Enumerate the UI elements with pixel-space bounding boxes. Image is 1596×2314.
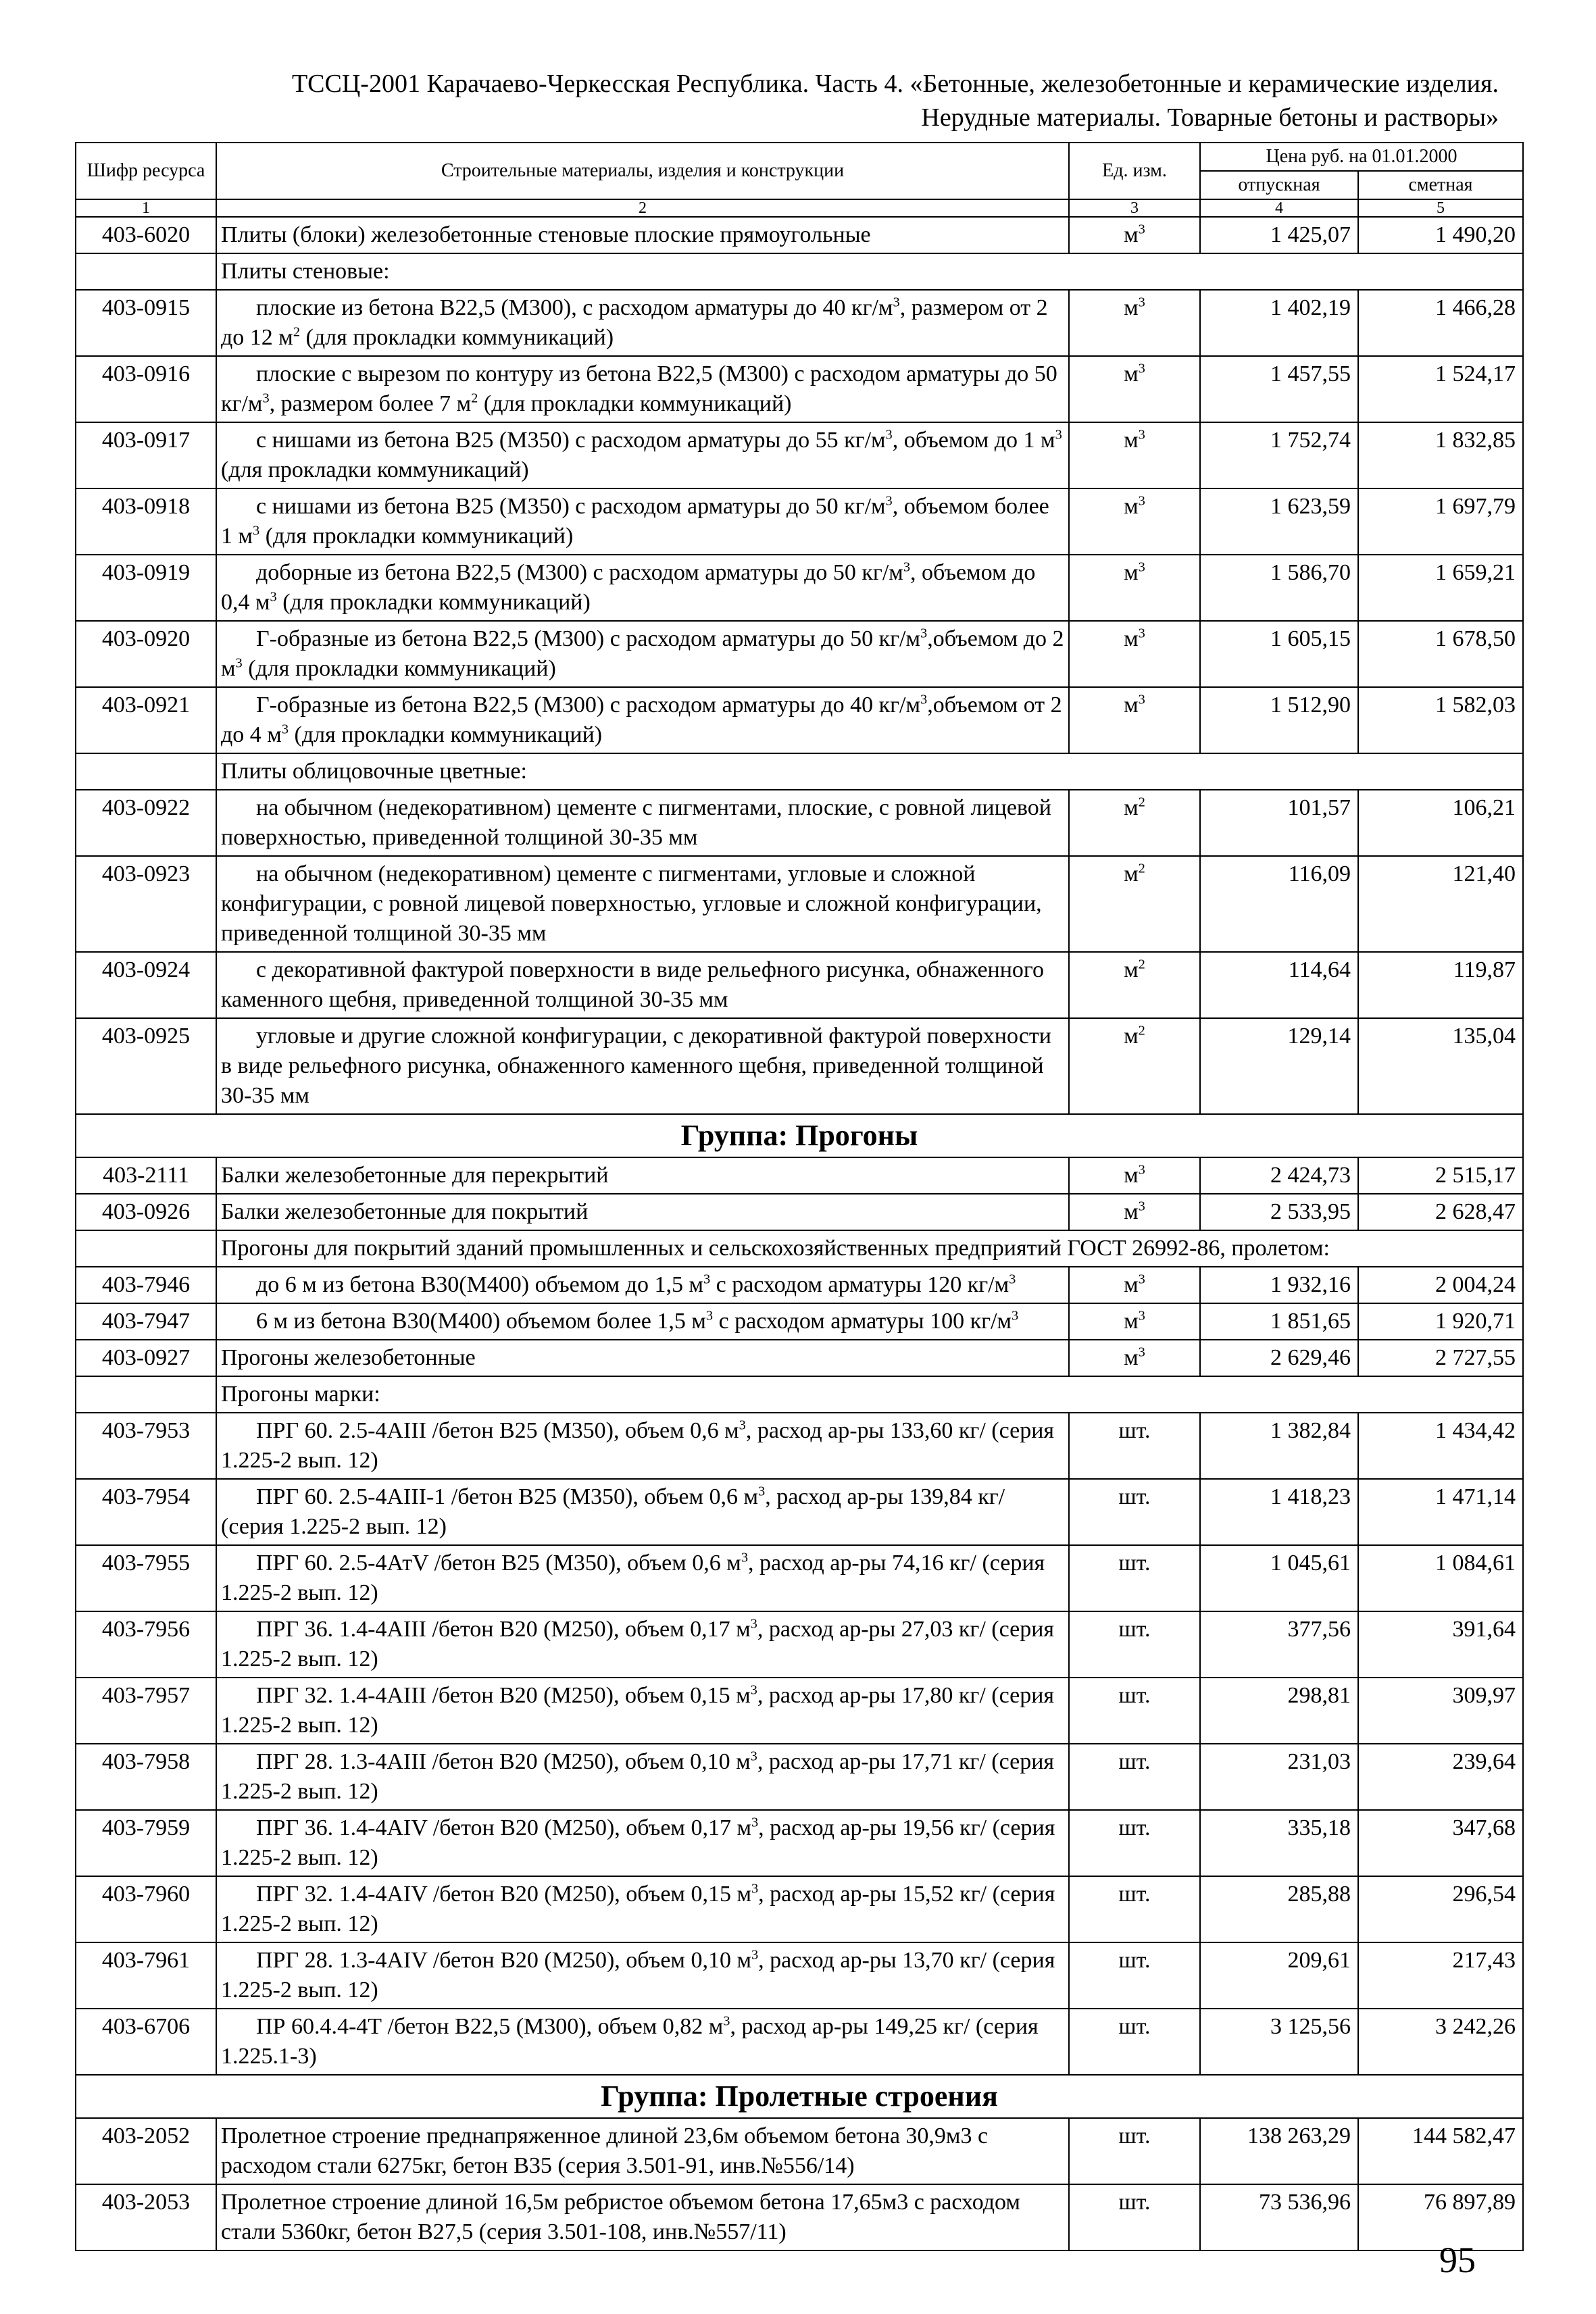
estimate-price: 2 727,55	[1358, 1340, 1523, 1376]
material-description: ПРГ 60. 2.5-4АIII-1 /бетон В25 (М350), объем 0,6 $м^3$, расход ар-ры 139,84 кг/ (серия 1.225-2 вып. 12)	[216, 1479, 1069, 1545]
release-price: 231,03	[1200, 1744, 1358, 1810]
estimate-price: 347,68	[1358, 1810, 1523, 1876]
estimate-price: 1 832,85	[1358, 422, 1523, 488]
material-description: ПРГ 32. 1.4-4АIII /бетон В20 (М250), объем 0,15 $м^3$, расход ар-ры 17,80 кг/ (серия 1.225-2 вып. 12)	[216, 1678, 1069, 1744]
release-price: 1 623,59	[1200, 488, 1358, 555]
estimate-price: 135,04	[1358, 1018, 1523, 1114]
release-price: 209,61	[1200, 1942, 1358, 2009]
table-row	[76, 1157, 1523, 1194]
material-description: ПРГ 28. 1.3-4АIV /бетон В20 (М250), объем 0,10 $м^3$, расход ар-ры 13,70 кг/ (серия 1.225-2 вып. 12)	[216, 1942, 1069, 2009]
material-description: Балки железобетонные для перекрытий	[216, 1157, 1069, 1194]
release-price: 377,56	[1200, 1611, 1358, 1678]
column-number-row	[76, 199, 1523, 217]
release-price: 1 932,16	[1200, 1267, 1358, 1303]
material-description: Пролетное строение длиной 16,5м ребристое объемом бетона 17,65м3 с расходом стали 5360кг, бетон В27,5 (серия 3.501-108, инв.№557/11)	[216, 2184, 1069, 2250]
estimate-price: 1 920,71	[1358, 1303, 1523, 1340]
unit-of-measure: $м^3$	[1069, 217, 1200, 253]
table-row	[76, 1303, 1523, 1340]
subheading: Прогоны для покрытий зданий промышленных и сельскохозяйственных предприятий ГОСТ 26992-86, пролетом:	[216, 1230, 1523, 1267]
empty-code-cell	[76, 1376, 216, 1413]
table-row	[76, 1267, 1523, 1303]
resource-code: 403-0923	[76, 856, 216, 952]
estimate-price: 76 897,89	[1358, 2184, 1523, 2250]
release-price: 1 418,23	[1200, 1479, 1358, 1545]
material-description: с декоративной фактурой поверхности в виде рельефного рисунка, обнаженного каменного щебня, приведенной толщиной 30-35 мм	[216, 952, 1069, 1018]
release-price: 1 752,74	[1200, 422, 1358, 488]
unit-of-measure: $м^2$	[1069, 856, 1200, 952]
estimate-price: 1 678,50	[1358, 621, 1523, 687]
estimate-price: 1 490,20	[1358, 217, 1523, 253]
release-price: 114,64	[1200, 952, 1358, 1018]
table-row	[76, 217, 1523, 253]
material-description: Прогоны железобетонные	[216, 1340, 1069, 1376]
column-number-5: 5	[1358, 199, 1523, 217]
header-unit: Ед. изм.	[1069, 143, 1200, 199]
group-heading-row	[76, 1114, 1523, 1157]
material-description: угловые и другие сложной конфигурации, с декоративной фактурой поверхности в виде рельефного рисунка, обнаженного каменного щебня, приведенной толщиной 30-35 мм	[216, 1018, 1069, 1114]
material-description: Г-образные из бетона В22,5 (М300) с расходом арматуры до 40 $кг/м^3,объемом$ от 2 до 4 $м^3$ (для прокладки коммуникаций)	[216, 687, 1069, 753]
resource-code: 403-7958	[76, 1744, 216, 1810]
resource-code: 403-0921	[76, 687, 216, 753]
column-number-1: 1	[76, 199, 216, 217]
unit-of-measure: $м^2$	[1069, 952, 1200, 1018]
unit-of-measure: шт.	[1069, 1810, 1200, 1876]
material-description: плоские с вырезом по контуру из бетона В22,5 (М300) с расходом арматуры до 50 $кг/м^3$, размером более 7 $м^2$ (для прокладки коммуникаций)	[216, 356, 1069, 422]
table-row	[76, 1678, 1523, 1744]
document-title-line-2: Нерудные материалы. Товарные бетоны и растворы»	[921, 103, 1499, 132]
estimate-price: 106,21	[1358, 790, 1523, 856]
release-price: 138 263,29	[1200, 2118, 1358, 2184]
table-row	[76, 1744, 1523, 1810]
header-release-price: отпускная	[1200, 171, 1358, 199]
subheading-row	[76, 1376, 1523, 1413]
resource-code: 403-2111	[76, 1157, 216, 1194]
material-description: Плиты (блоки) железобетонные стеновые плоские прямоугольные	[216, 217, 1069, 253]
table-row	[76, 1545, 1523, 1611]
material-description: ПРГ 60. 2.5-4АтV /бетон В25 (М350), объем 0,6 $м^3$, расход ар-ры 74,16 кг/ (серия 1.225-2 вып. 12)	[216, 1545, 1069, 1611]
resource-code: 403-0925	[76, 1018, 216, 1114]
table-row	[76, 2118, 1523, 2184]
material-description: доборные из бетона В22,5 (М300) с расходом арматуры до 50 $кг/м^3$, объемом до 0,4 $м^3$ (для прокладки коммуникаций)	[216, 555, 1069, 621]
release-price: 1 586,70	[1200, 555, 1358, 621]
unit-of-measure: $м^2$	[1069, 790, 1200, 856]
release-price: 101,57	[1200, 790, 1358, 856]
empty-code-cell	[76, 253, 216, 290]
resource-code: 403-7961	[76, 1942, 216, 2009]
unit-of-measure: $м^3$	[1069, 422, 1200, 488]
table-row	[76, 1413, 1523, 1479]
estimate-price: 1 524,17	[1358, 356, 1523, 422]
release-price: 1 402,19	[1200, 290, 1358, 356]
estimate-price: 296,54	[1358, 1876, 1523, 1942]
material-description: Балки железобетонные для покрытий	[216, 1194, 1069, 1230]
estimate-price: 1 697,79	[1358, 488, 1523, 555]
material-description: ПРГ 36. 1.4-4АIII /бетон В20 (М250), объем 0,17 $м^3$, расход ар-ры 27,03 кг/ (серия 1.225-2 вып. 12)	[216, 1611, 1069, 1678]
group-heading-row	[76, 2075, 1523, 2118]
resource-code: 403-0917	[76, 422, 216, 488]
release-price: 129,14	[1200, 1018, 1358, 1114]
estimate-price: 2 004,24	[1358, 1267, 1523, 1303]
unit-of-measure: шт.	[1069, 2009, 1200, 2075]
table-row	[76, 2184, 1523, 2250]
unit-of-measure: $м^3$	[1069, 1303, 1200, 1340]
table-row	[76, 952, 1523, 1018]
resource-code: 403-0926	[76, 1194, 216, 1230]
material-description: на обычном (недекоративном) цементе с пигментами, угловые и сложной конфигурации, с ровной лицевой поверхностью, угловые и сложной конфигурации, приведенной толщиной 30-35 мм	[216, 856, 1069, 952]
unit-of-measure: шт.	[1069, 1876, 1200, 1942]
estimate-price: 1 582,03	[1358, 687, 1523, 753]
unit-of-measure: шт.	[1069, 1744, 1200, 1810]
estimate-price: 217,43	[1358, 1942, 1523, 2009]
resource-code: 403-0915	[76, 290, 216, 356]
release-price: 285,88	[1200, 1876, 1358, 1942]
price-table-container	[75, 142, 1522, 2251]
subheading-row	[76, 253, 1523, 290]
estimate-price: 144 582,47	[1358, 2118, 1523, 2184]
material-description: до 6 м из бетона В30(М400) объемом до 1,5 $м^3$ с расходом арматуры 120 $кг/м^3$	[216, 1267, 1069, 1303]
material-description: ПРГ 36. 1.4-4АIV /бетон В20 (М250), объем 0,17 $м^3$, расход ар-ры 19,56 кг/ (серия 1.225-2 вып. 12)	[216, 1810, 1069, 1876]
empty-code-cell	[76, 753, 216, 790]
unit-of-measure: $м^3$	[1069, 1340, 1200, 1376]
unit-of-measure: шт.	[1069, 2184, 1200, 2250]
table-row	[76, 555, 1523, 621]
release-price: 73 536,96	[1200, 2184, 1358, 2250]
release-price: 1 045,61	[1200, 1545, 1358, 1611]
table-row	[76, 1942, 1523, 2009]
table-row	[76, 1810, 1523, 1876]
material-description: Пролетное строение преднапряженное длиной 23,6м объемом бетона 30,9м3 с расходом стали 6275кг, бетон В35 (серия 3.501-91, инв.№556/14)	[216, 2118, 1069, 2184]
table-row	[76, 290, 1523, 356]
release-price: 335,18	[1200, 1810, 1358, 1876]
resource-code: 403-7947	[76, 1303, 216, 1340]
release-price: 2 629,46	[1200, 1340, 1358, 1376]
resource-code: 403-0927	[76, 1340, 216, 1376]
release-price: 2 533,95	[1200, 1194, 1358, 1230]
estimate-price: 1 466,28	[1358, 290, 1523, 356]
resource-code: 403-7953	[76, 1413, 216, 1479]
subheading-row	[76, 1230, 1523, 1267]
table-row	[76, 2009, 1523, 2075]
page-number: 95	[1439, 2240, 1476, 2280]
release-price: 1 512,90	[1200, 687, 1358, 753]
material-description: ПРГ 60. 2.5-4АIII /бетон В25 (М350), объем 0,6 $м^3$, расход ар-ры 133,60 кг/ (серия 1.225-2 вып. 12)	[216, 1413, 1069, 1479]
header-code: Шифр ресурса	[76, 143, 216, 199]
unit-of-measure: $м^3$	[1069, 1267, 1200, 1303]
table-row	[76, 621, 1523, 687]
table-row	[76, 1340, 1523, 1376]
release-price: 298,81	[1200, 1678, 1358, 1744]
unit-of-measure: шт.	[1069, 2118, 1200, 2184]
table-row	[76, 1611, 1523, 1678]
unit-of-measure: $м^3$	[1069, 356, 1200, 422]
unit-of-measure: шт.	[1069, 1678, 1200, 1744]
column-number-4: 4	[1200, 199, 1358, 217]
unit-of-measure: шт.	[1069, 1413, 1200, 1479]
estimate-price: 391,64	[1358, 1611, 1523, 1678]
material-description: ПРГ 32. 1.4-4АIV /бетон В20 (М250), объем 0,15 $м^3$, расход ар-ры 15,52 кг/ (серия 1.225-2 вып. 12)	[216, 1876, 1069, 1942]
unit-of-measure: $м^3$	[1069, 488, 1200, 555]
resource-code: 403-7957	[76, 1678, 216, 1744]
resource-code: 403-2053	[76, 2184, 216, 2250]
resource-code: 403-0924	[76, 952, 216, 1018]
release-price: 1 457,55	[1200, 356, 1358, 422]
resource-code: 403-6706	[76, 2009, 216, 2075]
material-description: на обычном (недекоративном) цементе с пигментами, плоские, с ровной лицевой поверхностью, приведенной толщиной 30-35 мм	[216, 790, 1069, 856]
unit-of-measure: $м^3$	[1069, 1157, 1200, 1194]
resource-code: 403-7946	[76, 1267, 216, 1303]
table-row	[76, 422, 1523, 488]
resource-code: 403-7956	[76, 1611, 216, 1678]
unit-of-measure: $м^3$	[1069, 290, 1200, 356]
estimate-price: 121,40	[1358, 856, 1523, 952]
resource-code: 403-2052	[76, 2118, 216, 2184]
resource-code: 403-7960	[76, 1876, 216, 1942]
resource-code: 403-0919	[76, 555, 216, 621]
table-row	[76, 687, 1523, 753]
group-heading: Группа: Пролетные строения	[76, 2075, 1523, 2118]
release-price: 1 425,07	[1200, 217, 1358, 253]
header-name: Строительные материалы, изделия и конструкции	[216, 143, 1069, 199]
unit-of-measure: шт.	[1069, 1545, 1200, 1611]
price-table	[75, 142, 1524, 2251]
table-row	[76, 1876, 1523, 1942]
release-price: 1 382,84	[1200, 1413, 1358, 1479]
table-header-row-1	[76, 143, 1523, 171]
release-price: 1 851,65	[1200, 1303, 1358, 1340]
resource-code: 403-0918	[76, 488, 216, 555]
resource-code: 403-6020	[76, 217, 216, 253]
material-description: с нишами из бетона В25 (М350) с расходом арматуры до 55 $кг/м^3$, объемом до 1 $м^3$ (для прокладки коммуникаций)	[216, 422, 1069, 488]
estimate-price: 1 659,21	[1358, 555, 1523, 621]
resource-code: 403-7955	[76, 1545, 216, 1611]
material-description: Г-образные из бетона В22,5 (М300) с расходом арматуры до 50 $кг/м^3,объемом$ до 2 $м^3$ (для прокладки коммуникаций)	[216, 621, 1069, 687]
subheading: Плиты стеновые:	[216, 253, 1523, 290]
column-number-2: 2	[216, 199, 1069, 217]
estimate-price: 1 434,42	[1358, 1413, 1523, 1479]
empty-code-cell	[76, 1230, 216, 1267]
resource-code: 403-7954	[76, 1479, 216, 1545]
table-row	[76, 356, 1523, 422]
document-title-line-1: ТССЦ-2001 Карачаево-Черкесская Республика. Часть 4. «Бетонные, железобетонные и керамические изделия.	[291, 70, 1499, 98]
release-price: 2 424,73	[1200, 1157, 1358, 1194]
material-description: плоские из бетона В22,5 (М300), с расходом арматуры до 40 $кг/м^3$, размером от 2 до 12 $м^2$ (для прокладки коммуникаций)	[216, 290, 1069, 356]
unit-of-measure: шт.	[1069, 1611, 1200, 1678]
estimate-price: 119,87	[1358, 952, 1523, 1018]
resource-code: 403-0916	[76, 356, 216, 422]
unit-of-measure: шт.	[1069, 1479, 1200, 1545]
material-description: ПР 60.4.4-4Т /бетон В22,5 (М300), объем 0,82 $м^3$, расход ар-ры 149,25 кг/ (серия 1.225.1-3)	[216, 2009, 1069, 2075]
unit-of-measure: $м^3$	[1069, 555, 1200, 621]
release-price: 3 125,56	[1200, 2009, 1358, 2075]
unit-of-measure: $м^3$	[1069, 687, 1200, 753]
subheading: Плиты облицовочные цветные:	[216, 753, 1523, 790]
unit-of-measure: $м^2$	[1069, 1018, 1200, 1114]
estimate-price: 239,64	[1358, 1744, 1523, 1810]
resource-code: 403-7959	[76, 1810, 216, 1876]
estimate-price: 1 471,14	[1358, 1479, 1523, 1545]
resource-code: 403-0920	[76, 621, 216, 687]
column-number-3: 3	[1069, 199, 1200, 217]
table-row	[76, 1194, 1523, 1230]
subheading-row	[76, 753, 1523, 790]
release-price: 1 605,15	[1200, 621, 1358, 687]
material-description: с нишами из бетона В25 (М350) с расходом арматуры до 50 $кг/м^3$, объемом более 1 $м^3$ (для прокладки коммуникаций)	[216, 488, 1069, 555]
estimate-price: 3 242,26	[1358, 2009, 1523, 2075]
estimate-price: 1 084,61	[1358, 1545, 1523, 1611]
table-row	[76, 1018, 1523, 1114]
table-row	[76, 1479, 1523, 1545]
estimate-price: 309,97	[1358, 1678, 1523, 1744]
estimate-price: 2 515,17	[1358, 1157, 1523, 1194]
unit-of-measure: $м^3$	[1069, 621, 1200, 687]
unit-of-measure: шт.	[1069, 1942, 1200, 2009]
estimate-price: 2 628,47	[1358, 1194, 1523, 1230]
header-price: Цена руб. на 01.01.2000	[1200, 143, 1523, 171]
material-description: ПРГ 28. 1.3-4АIII /бетон В20 (М250), объем 0,10 $м^3$, расход ар-ры 17,71 кг/ (серия 1.225-2 вып. 12)	[216, 1744, 1069, 1810]
release-price: 116,09	[1200, 856, 1358, 952]
table-row	[76, 856, 1523, 952]
unit-of-measure: $м^3$	[1069, 1194, 1200, 1230]
material-description: 6 м из бетона В30(М400) объемом более 1,5 $м^3$ с расходом арматуры 100 $кг/м^3$	[216, 1303, 1069, 1340]
table-row	[76, 488, 1523, 555]
group-heading: Группа: Прогоны	[76, 1114, 1523, 1157]
table-row	[76, 790, 1523, 856]
header-estimate-price: сметная	[1358, 171, 1523, 199]
resource-code: 403-0922	[76, 790, 216, 856]
subheading: Прогоны марки:	[216, 1376, 1523, 1413]
